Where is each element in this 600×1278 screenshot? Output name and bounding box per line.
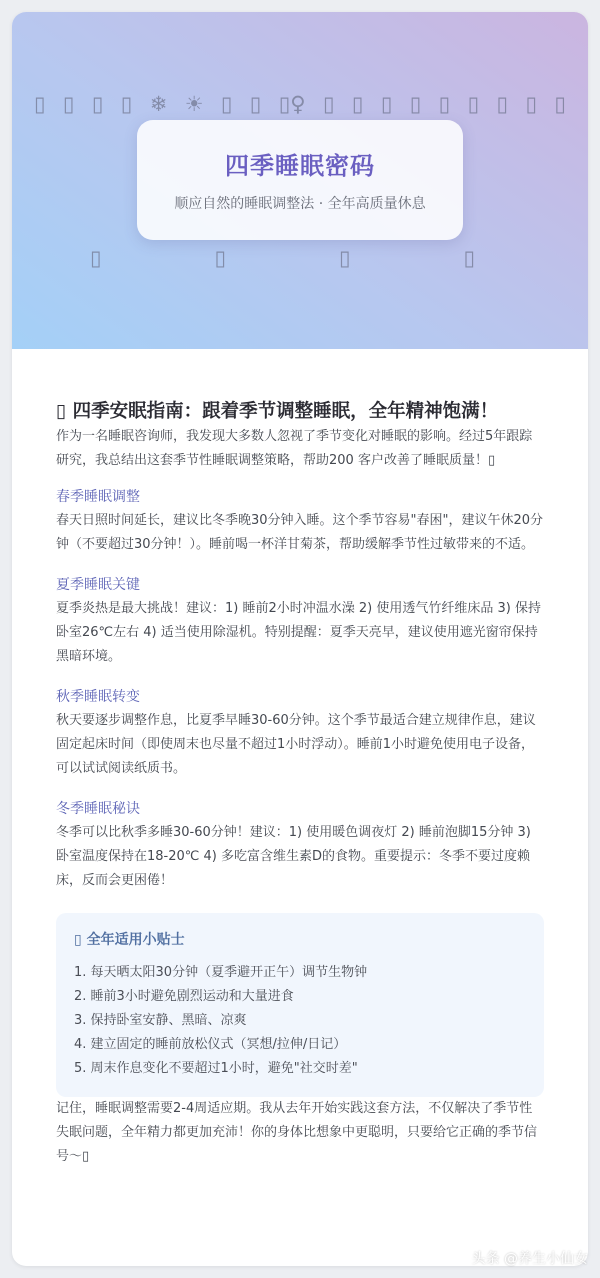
list-item: 3. 保持卧室安静、黑暗、凉爽: [74, 1013, 247, 1028]
season-icon: ▯: [380, 92, 393, 116]
section-heading-summer: 夏季睡眠关键: [56, 577, 140, 593]
tips-list: [74, 961, 526, 1081]
section-body-autumn: 秋天要逐步调整作息，比夏季早睡30-60分钟。这个季节最适合建立规律作息，建议固定起床时间（即使周末也尽量不超过1小时浮动）。睡前1小时避免使用电子设备，可以试试阅读纸质书。: [56, 713, 536, 776]
list-item: 4. 建立固定的睡前放松仪式（冥想/拉伸/日记）: [74, 1037, 347, 1052]
hero-banner: [12, 12, 588, 349]
article-title: ▯ 四季安眠指南：跟着季节调整睡眠，全年精神饱满！: [56, 401, 499, 422]
list-item: 5. 周末作息变化不要超过1小时，避免"社交时差": [74, 1061, 358, 1076]
section-heading-winter: 冬季睡眠秘诀: [56, 801, 140, 817]
season-icon: ▯: [525, 92, 537, 116]
list-item: 1. 每天晒太阳30分钟（夏季避开正午）调节生物钟: [74, 965, 368, 980]
season-icon: ▯: [322, 92, 335, 116]
season-icon: ▯: [496, 92, 509, 116]
section-body-summer: 夏季炎热是最大挑战！建议：1) 睡前2小时冲温水澡 2) 使用透气竹纤维床品 3) 保持卧室26℃左右 4) 适当使用除湿机。特别提醒：夏季天亮早，建议使用遮光窗帘保持黑暗环境。: [56, 601, 541, 664]
watermark: 头条 @养生小仙女: [471, 1251, 588, 1267]
section-heading-autumn: 秋季睡眠转变: [56, 689, 140, 705]
article-intro: 作为一名睡眠咨询师，我发现大多数人忽视了季节变化对睡眠的影响。经过5年跟踪研究，我总结出这套季节性睡眠调整策略，帮助200 客户改善了睡眠质量！▯: [56, 429, 533, 468]
hero-subtitle: 顺应自然的睡眠调整法 · 全年高质量休息: [174, 196, 426, 212]
tips-heading: ▯ 全年适用小贴士: [74, 932, 185, 948]
sun-icon: ☀: [184, 92, 204, 116]
snowflake-icon: ❄: [149, 92, 168, 116]
season-icon: ▯: [339, 246, 351, 270]
season-icon: ▯: [90, 246, 102, 270]
season-icon: ▯: [120, 92, 133, 116]
article-card: [12, 12, 588, 1266]
section-heading-spring: 春季睡眠调整: [56, 489, 140, 505]
season-icon: ▯: [220, 92, 233, 116]
article-outro: 记住，睡眠调整需要2-4周适应期。我从去年开始实践这套方法，不仅解决了季节性失眠问题，全年精力都更加充沛！你的身体比想象中更聪明，只要给它正确的季节信号～▯: [56, 1101, 538, 1164]
season-icon: ▯: [463, 246, 476, 270]
season-icon: ▯: [62, 92, 75, 116]
hero-title-box: [137, 120, 463, 240]
hero-title: 四季睡眠密码: [225, 152, 375, 180]
hero-icon-row-top: [12, 92, 588, 116]
article-body: [12, 399, 588, 1169]
season-icon: ▯: [91, 92, 104, 116]
season-icon: ▯: [214, 246, 227, 270]
season-icon: ▯: [249, 92, 262, 116]
season-icon: ▯: [351, 92, 364, 116]
season-icon: ▯: [554, 92, 566, 116]
list-item: 2. 睡前3小时避免剧烈运动和大量进食: [74, 989, 294, 1004]
season-icon: ▯: [34, 92, 46, 116]
person-icon: ▯♀: [278, 92, 306, 116]
hero-icon-row-bottom: [12, 246, 588, 270]
section-body-winter: 冬季可以比秋季多睡30-60分钟！建议：1) 使用暖色调夜灯 2) 睡前泡脚15分钟 3) 卧室温度保持在18-20℃ 4) 多吃富含维生素D的食物。重要提示：冬季不要过度赖床，反而会更困倦！: [56, 825, 531, 888]
section-body-spring: 春天日照时间延长，建议比冬季晚30分钟入睡。这个季节容易"春困"，建议午休20分钟（不要超过30分钟！）。睡前喝一杯洋甘菊茶，帮助缓解季节性过敏带来的不适。: [56, 513, 544, 552]
season-icon: ▯: [438, 92, 451, 116]
season-icon: ▯: [409, 92, 422, 116]
tips-box: [56, 913, 544, 1097]
season-icon: ▯: [467, 92, 480, 116]
